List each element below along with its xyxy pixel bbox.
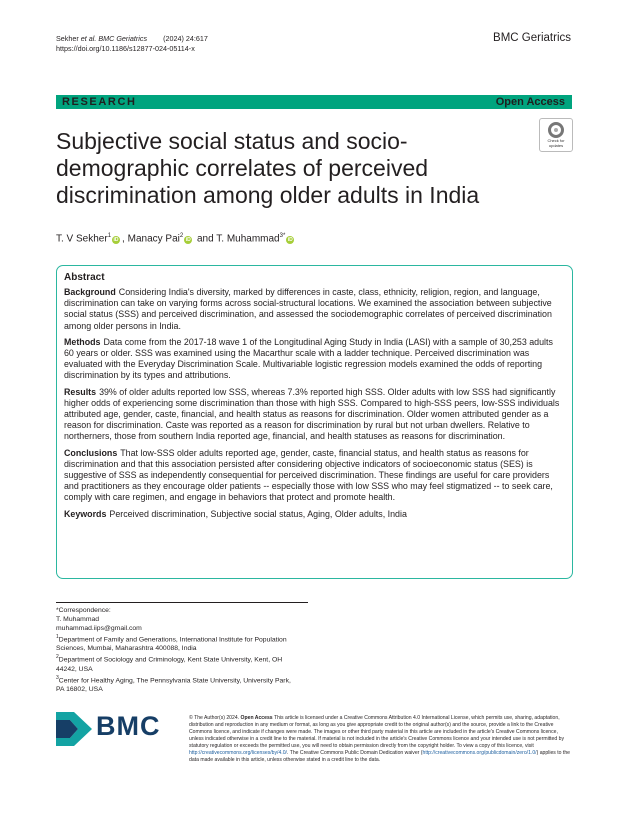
abstract-background (64, 287, 565, 332)
footnotes (56, 606, 296, 694)
author-separator: and (194, 233, 217, 245)
affiliation-number: 3 (56, 674, 59, 681)
affiliation-text: Department of Family and Generations, International Institute for Population Sciences, Mumbai, Maharashtra 400088, India (56, 636, 287, 653)
section-text: Data come from the 2017-18 wave 1 of the Longitudinal Aging Study in India (LASI) with a sample of 30,253 adults 60 years or older. SSS was examined using the Macarthur scale with a ladder technique. Perceived discrimination was evaluated with the Everyday Discrimination Scale. Multivariable logistic regression models examined the odds of reporting discrimination by its types and attributions. (64, 336, 553, 381)
license-text (189, 715, 572, 764)
section-text: Perceived discrimination, Subjective social status, Aging, Older adults, India (109, 508, 407, 519)
doi-link[interactable]: https://doi.org/10.1186/s12877-024-05114-x (56, 44, 195, 53)
copyright: © The Author(s) 2024. (189, 715, 240, 721)
citation-year: (2024) 24:617 (163, 34, 208, 43)
check-updates-icon (548, 122, 564, 138)
section-text: That low-SSS older adults reported age, gender, caste, financial status, and health status as reasons for discrimination and that this association persisted after considering objective indicators of socioeconomic status (SES) is suggestive of SSS as independently consequential for perceived discrimination. These findings are useful for care providers and practitioners as they encourage older patients -- especially those with low SSS who may feel stigmatized -- to seek care, comply with care regimen, and engage in behaviors that protect and promote health. (64, 447, 553, 503)
section-label: Methods (64, 336, 101, 347)
license-oa-label: Open Access (240, 715, 273, 721)
affiliation (56, 633, 296, 653)
author-name[interactable]: Manacy Pai (127, 233, 180, 245)
citation-journal: et al. BMC Geriatrics (80, 34, 148, 43)
orcid-icon[interactable]: iD (287, 237, 293, 244)
orcid-icon[interactable]: iD (113, 237, 119, 244)
abstract-methods (64, 337, 565, 382)
section-label: Conclusions (64, 447, 118, 458)
affiliation-text: Department of Sociology and Criminology, Kent State University, Kent, OH 44242, USA (56, 656, 283, 673)
cc-zero-link[interactable]: http://creativecommons.org/publicdomain/zero/1.0/ (422, 750, 537, 756)
author-affiliation-ref: 2 (179, 233, 184, 239)
author-affiliation-ref: 3* (279, 233, 286, 239)
affiliation-number: 1 (56, 634, 59, 640)
bmc-logo-icon (56, 712, 92, 746)
author-list (56, 233, 296, 244)
section-label: Results (64, 386, 97, 397)
author-name[interactable]: T. Muhammad (216, 233, 280, 245)
affiliation (56, 653, 296, 673)
orcid-icon[interactable]: iD (185, 237, 191, 244)
check-for-updates-button[interactable] (539, 118, 573, 152)
affiliation (56, 674, 296, 694)
section-text: 39% of older adults reported low SSS, whereas 7.3% reported high SSS. Older adults with low SSS had significantly higher odds of experiencing some discrimination than those with high SSS. Compared to high-SSS peers, low-SSS individuals attributed age, gender, caste, financial, and health status as reasons for discrimination. Older women attributed gender as a reason for discrimination. Caste was reported as a reason for discrimination by rural but not urban dwellers. Relative to northerners, those from southern India reported age, financial, and health statuses as reasons for discrimination. (64, 386, 560, 442)
author-affiliation-ref: 1 (107, 233, 112, 239)
section-label: Background (64, 287, 116, 297)
section-label: Keywords (64, 508, 107, 519)
citation-block (56, 34, 208, 54)
check-updates-label: Check for updates (547, 138, 565, 148)
abstract-results (64, 387, 565, 443)
article-title: Subjective social status and socio-demographic correlates of perceived discrimination among older adults in India (56, 128, 480, 208)
author-separator: , (122, 233, 128, 245)
abstract-conclusions (64, 448, 565, 504)
abstract-keywords (64, 509, 565, 520)
correspondence-label: *Correspondence: (56, 607, 111, 614)
affiliation-number: 2 (56, 654, 59, 661)
section-text: Considering India's diversity, marked by differences in caste, class, ethnicity, religion, region, and language, discrimination can take on varying forms across social-structural locations. We examined the association between subjective social status (SSS) and perceived discrimination, and assessed the sociodemographic correlates of perceived discrimination among older persons in India. (64, 287, 552, 331)
abstract-box (56, 265, 573, 579)
article-type-label: RESEARCH (62, 96, 137, 108)
correspondence-name: T. Muhammad (56, 616, 100, 623)
author-name[interactable]: T. V Sekher (56, 233, 108, 245)
affiliation-text: Center for Healthy Aging, The Pennsylvania State University, University Park, PA 16802, USA (56, 676, 291, 693)
license-body-2: . The Creative Commons Public Domain Dedication waiver ( (286, 750, 423, 756)
abstract-heading: Abstract (64, 272, 105, 283)
license-body: This article is licensed under a Creative Commons Attribution 4.0 International License, which permits use, sharing, adaptation, distribution and reproduction in any medium or format, as long as you give appropriate credit to the original author(s) and the source, provide a link to the Creative Commons licence, and indicate if changes were made. The images or other third party material in this article are included in the article's Creative Commons licence, unless indicated otherwise in a credit line to the material. If material is not included in the article's Creative Commons licence and your intended use is not permitted by statutory regulation or exceeds the permitted use, you will need to obtain permission directly from the copyright holder. To view a copy of this licence, visit (189, 715, 564, 749)
open-access-label: Open Access (495, 96, 565, 108)
citation-authors: Sekher (56, 34, 81, 43)
cc-by-link[interactable]: http://creativecommons.org/licenses/by/4.0/ (189, 750, 287, 756)
correspondence-email[interactable]: muhammad.iips@gmail.com (56, 625, 142, 632)
footnote-divider (56, 602, 308, 603)
license-body-3: ) applies to the data made available in this article, unless otherwise stated in a credit line to the data. (189, 750, 571, 763)
journal-name: BMC Geriatrics (493, 32, 571, 44)
bmc-logo-text: BMC (96, 711, 161, 741)
